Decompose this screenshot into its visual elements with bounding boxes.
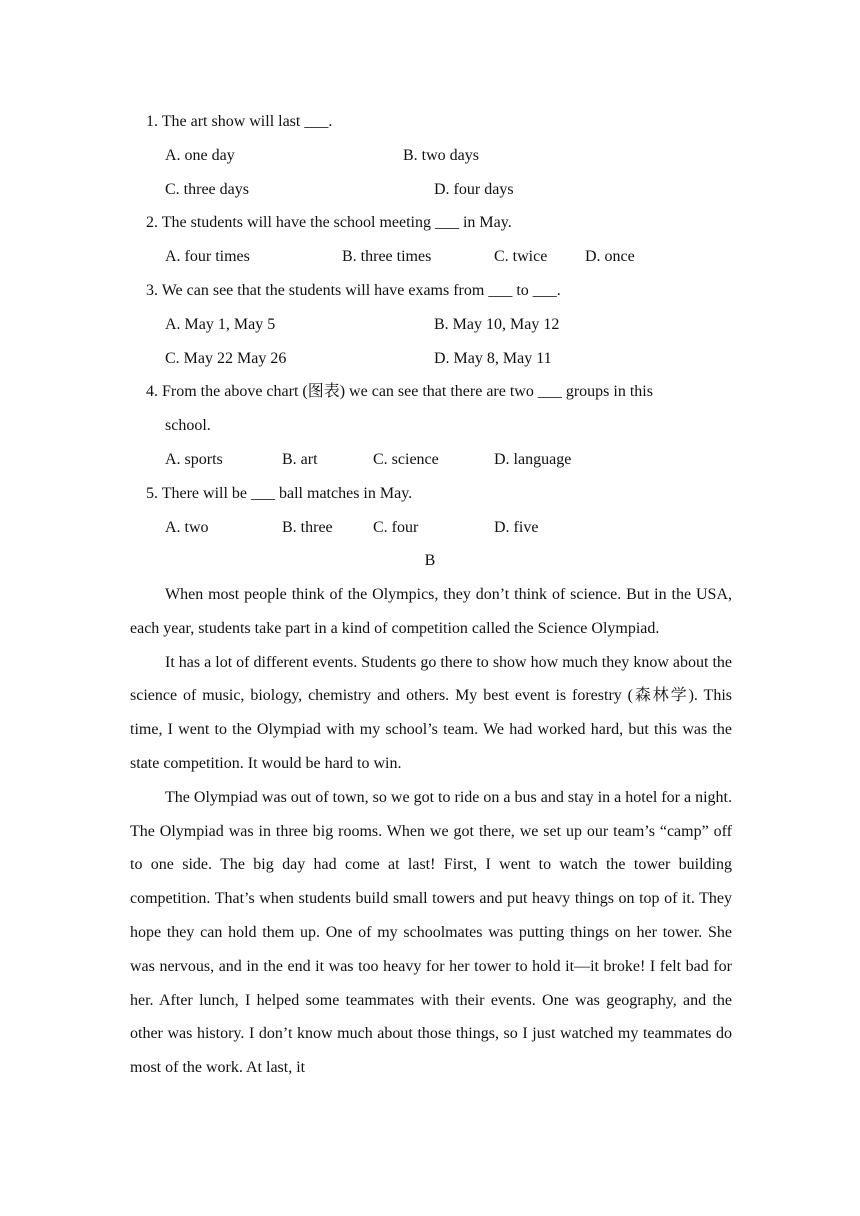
passage-paragraph-3: The Olympiad was out of town, so we got to ride on a bus and stay in a hotel for a night. The Olympiad was in three big rooms. When we got there, we set up our team’s “camp” off to one side. The big day had come at last! First, I went to watch the tower building competition. That’s when students build small towers and put heavy things on top of it. They hope they can hold them up. One of my schoolmates was putting things on her tower. She was nervous, and in the end it was too heavy for her tower to hold it—it broke! I felt bad for her. After lunch, I helped some teammates with their events. One was geography, and the other was history. I don’t know much about those things, so I just watched my teammates do most of the work. At last, it bbox=[130, 788, 732, 1077]
question-3-option-b: B. May 10, May 12 bbox=[434, 316, 560, 333]
question-5-option-d: D. five bbox=[494, 519, 539, 536]
question-2-option-b: B. three times bbox=[342, 248, 432, 265]
question-1-option-a: A. one day bbox=[165, 147, 235, 164]
question-1-option-d: D. four days bbox=[434, 181, 514, 198]
question-1-stem: 1. The art show will last ___. bbox=[146, 113, 333, 130]
question-4-option-a: A. sports bbox=[165, 451, 223, 468]
question-4-stem-continuation: school. bbox=[165, 417, 211, 434]
passage bbox=[130, 578, 732, 1085]
question-5-option-c: C. four bbox=[373, 519, 419, 536]
question-3-option-c: C. May 22 May 26 bbox=[165, 350, 287, 367]
question-4-option-c: C. science bbox=[373, 451, 439, 468]
question-2-stem: 2. The students will have the school meeting ___ in May. bbox=[146, 214, 512, 231]
question-3-option-d: D. May 8, May 11 bbox=[434, 350, 552, 367]
question-4-option-d: D. language bbox=[494, 451, 572, 468]
passage-paragraph-2: It has a lot of different events. Students go there to show how much they know about the science of music, biology, chemistry and others. My best event is forestry (森林学). This time, I went to the Olympiad with my school’s team. We had worked hard, but this was the state competition. It would be hard to win. bbox=[130, 653, 732, 772]
question-2-option-c: C. twice bbox=[494, 248, 548, 265]
section-b-heading: B bbox=[424, 552, 436, 569]
question-3-stem: 3. We can see that the students will have exams from ___ to ___. bbox=[146, 282, 561, 299]
question-4-stem: 4. From the above chart (图表) we can see that there are two ___ groups in this bbox=[146, 383, 653, 400]
question-5-stem: 5. There will be ___ ball matches in May. bbox=[146, 485, 413, 502]
question-5-option-a: A. two bbox=[165, 519, 209, 536]
question-2-option-d: D. once bbox=[585, 248, 635, 265]
question-3-option-a: A. May 1, May 5 bbox=[165, 316, 276, 333]
question-5-option-b: B. three bbox=[282, 519, 333, 536]
passage-paragraph-1: When most people think of the Olympics, they don’t think of science. But in the USA, each year, students take part in a kind of competition called the Science Olympiad. bbox=[130, 586, 732, 637]
question-2-option-a: A. four times bbox=[165, 248, 250, 265]
question-1-option-b: B. two days bbox=[403, 147, 479, 164]
question-4-option-b: B. art bbox=[282, 451, 318, 468]
question-1-option-c: C. three days bbox=[165, 181, 249, 198]
